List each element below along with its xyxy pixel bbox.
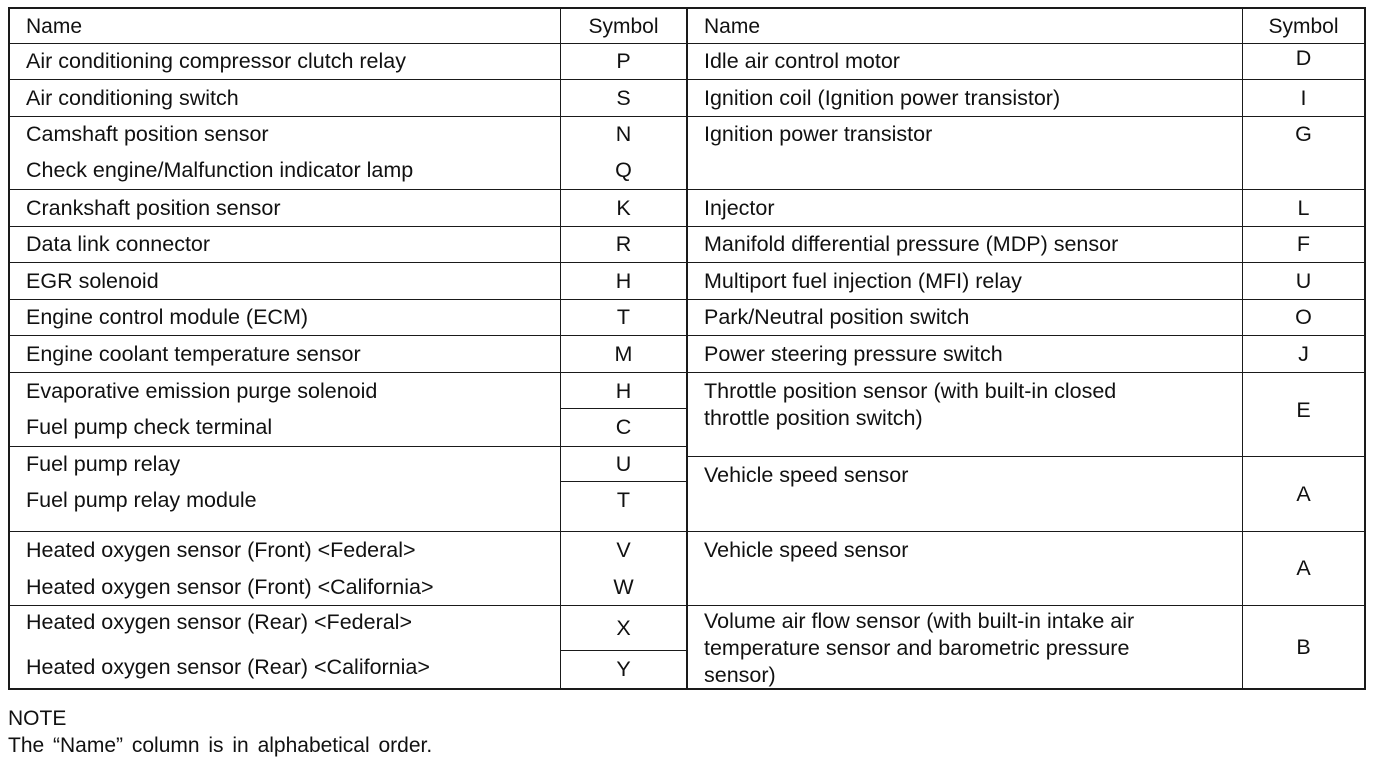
table-row	[10, 79, 686, 116]
row-name: Ignition power transistor	[704, 122, 933, 146]
row-name: Heated oxygen sensor (Rear) <Federal>	[26, 610, 413, 634]
table-row	[10, 189, 686, 226]
table-row	[10, 531, 686, 569]
table-right-half	[688, 9, 1364, 688]
table-row	[10, 446, 686, 482]
row-symbol: O	[1295, 305, 1312, 329]
table-row	[688, 116, 1364, 189]
row-name: Crankshaft position sensor	[26, 195, 281, 220]
row-name: Data link connector	[26, 232, 211, 256]
row-symbol: M	[614, 341, 633, 366]
row-symbol: V	[616, 538, 631, 562]
row-name: Power steering pressure switch	[704, 341, 1003, 366]
row-symbol: R	[615, 232, 632, 256]
row-symbol: K	[616, 195, 631, 220]
note-heading: NOTE	[8, 707, 67, 730]
row-symbol: X	[616, 616, 631, 640]
row-name: Ignition coil (Ignition power transistor)	[704, 85, 1061, 110]
row-symbol: A	[1296, 556, 1311, 580]
row-symbol: U	[615, 452, 632, 476]
row-symbol: F	[1296, 232, 1311, 256]
table-row	[688, 189, 1364, 226]
table-row	[10, 605, 686, 651]
row-symbol: C	[615, 415, 632, 439]
table-row	[10, 482, 686, 531]
row-symbol: W	[613, 574, 634, 599]
row-symbol: T	[616, 488, 631, 512]
row-name: Heated oxygen sensor (Front) <California>	[26, 574, 434, 599]
table-row	[10, 335, 686, 372]
row-name	[688, 373, 1242, 456]
header-symbol: Symbol	[1268, 14, 1339, 38]
row-name: Injector	[704, 195, 775, 220]
row-name: Heated oxygen sensor (Front) <Federal>	[26, 538, 416, 562]
table-row	[10, 569, 686, 605]
row-name-line: temperature sensor and barometric pressure	[704, 636, 1130, 660]
row-symbol: J	[1298, 341, 1309, 366]
table-row	[10, 116, 686, 152]
table-row	[688, 262, 1364, 299]
row-name: Engine coolant temperature sensor	[26, 341, 361, 366]
row-name: Check engine/Malfunction indicator lamp	[26, 158, 414, 182]
row-symbol: G	[1295, 122, 1312, 146]
row-symbol: L	[1297, 195, 1310, 220]
row-name: Evaporative emission purge solenoid	[26, 378, 378, 403]
row-name: Engine control module (ECM)	[26, 305, 309, 329]
row-name-line: Volume air flow sensor (with built-in intake air	[704, 609, 1135, 633]
row-name-line: throttle position switch)	[704, 406, 923, 430]
row-name: Park/Neutral position switch	[704, 305, 970, 329]
row-symbol: Y	[616, 657, 631, 681]
row-symbol: N	[615, 122, 632, 146]
header-symbol: Symbol	[588, 14, 659, 38]
parts-table	[8, 7, 1366, 690]
row-name-line: Throttle position sensor (with built-in closed	[704, 379, 1117, 403]
table-row	[10, 299, 686, 335]
row-name-line: sensor)	[704, 663, 776, 687]
table-row	[10, 651, 686, 688]
row-symbol: I	[1300, 85, 1307, 110]
table-row	[688, 372, 1364, 456]
row-symbol: S	[616, 85, 631, 110]
row-symbol: H	[615, 378, 632, 403]
table-row	[10, 372, 686, 409]
header-row	[10, 9, 686, 43]
row-symbol: Q	[615, 158, 632, 182]
row-name	[688, 606, 1242, 688]
row-name: Heated oxygen sensor (Rear) <California>	[26, 655, 430, 679]
table-row	[688, 531, 1364, 605]
table-left-half	[10, 9, 688, 688]
row-name: Air conditioning compressor clutch relay	[26, 49, 406, 73]
row-symbol: P	[616, 49, 631, 73]
header-row	[688, 9, 1364, 43]
table-row	[688, 43, 1364, 79]
table-row	[688, 335, 1364, 372]
row-name: EGR solenoid	[26, 268, 159, 293]
row-name: Fuel pump relay module	[26, 488, 257, 512]
row-symbol: D	[1295, 46, 1312, 70]
table-row	[10, 409, 686, 446]
row-symbol: A	[1296, 481, 1311, 506]
row-symbol: U	[1295, 268, 1312, 293]
row-name: Fuel pump check terminal	[26, 415, 273, 439]
row-symbol: E	[1296, 398, 1311, 422]
table-row	[10, 226, 686, 262]
row-name: Vehicle speed sensor	[704, 463, 909, 487]
row-symbol: T	[616, 305, 631, 329]
row-symbol: B	[1296, 634, 1311, 659]
row-name: Idle air control motor	[704, 49, 900, 73]
row-name: Fuel pump relay	[26, 452, 181, 476]
table-row	[688, 299, 1364, 335]
table-row	[688, 226, 1364, 262]
header-name: Name	[704, 14, 761, 38]
row-name: Multiport fuel injection (MFI) relay	[704, 268, 1022, 293]
header-name: Name	[26, 14, 83, 38]
table-row	[688, 456, 1364, 531]
row-name: Vehicle speed sensor	[704, 538, 909, 562]
table-row	[688, 605, 1364, 688]
table-row	[10, 43, 686, 79]
table-row	[10, 262, 686, 299]
table-row	[10, 152, 686, 189]
row-name: Air conditioning switch	[26, 85, 239, 110]
row-symbol: H	[615, 268, 632, 293]
table-row	[688, 79, 1364, 116]
row-name: Camshaft position sensor	[26, 122, 269, 146]
note-text: The “Name” column is in alphabetical order.	[8, 734, 433, 757]
row-name: Manifold differential pressure (MDP) sensor	[704, 232, 1119, 256]
